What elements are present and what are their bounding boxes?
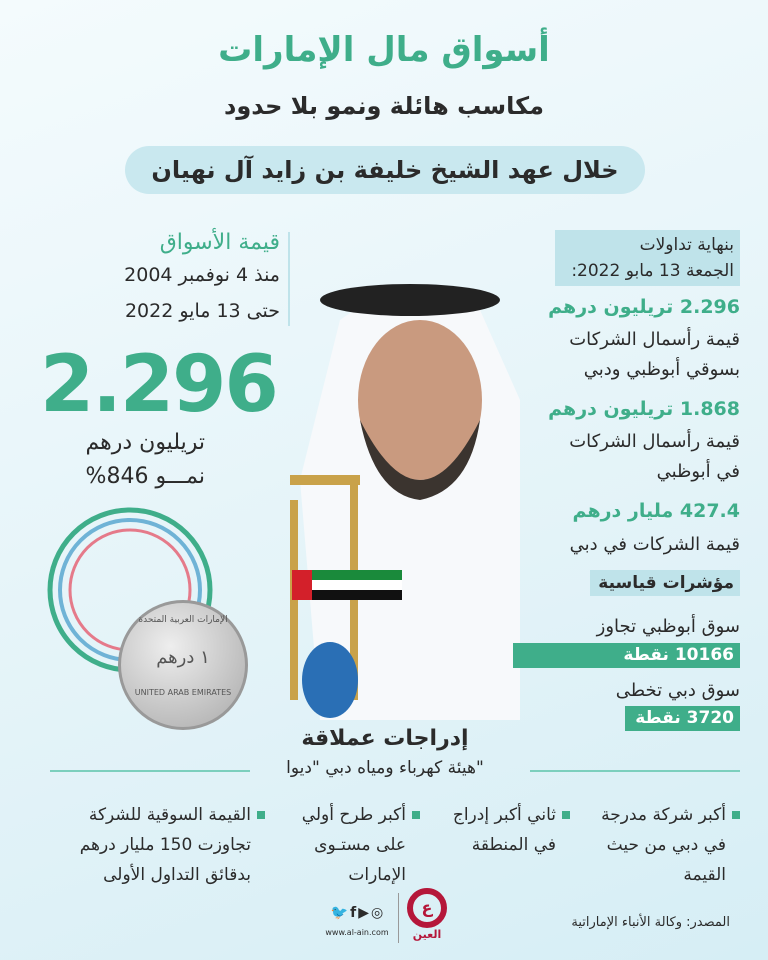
bullet-line: القيمة bbox=[683, 865, 726, 885]
ipo-bullet bbox=[575, 800, 740, 890]
bullet-line: بدقائق التداول الأولى bbox=[103, 865, 251, 885]
dubai-label: سوق دبي تخطى bbox=[615, 680, 740, 701]
facebook-icon[interactable]: f bbox=[350, 905, 359, 921]
coin-denomination: ١ درهم bbox=[156, 647, 210, 668]
al-ain-logo[interactable]: ع العين bbox=[405, 888, 449, 948]
bullet-icon bbox=[412, 811, 420, 819]
ipo-bullet bbox=[30, 800, 265, 890]
abudhabi-label: سوق أبوظبي تجاوز bbox=[596, 616, 740, 637]
ipo-bullet bbox=[420, 800, 570, 860]
markets-until: حتى 13 مايو 2022 bbox=[124, 300, 280, 322]
trading-desc: بسوقي أبوظبي ودبي bbox=[583, 359, 740, 380]
ipo-company: هيئة كهرباء ومياه دبي "ديوا" bbox=[286, 758, 484, 778]
divider bbox=[50, 770, 250, 772]
website-link[interactable]: www.al-ain.com bbox=[325, 928, 389, 937]
logo-text: العين bbox=[412, 928, 442, 941]
bullet-icon bbox=[257, 811, 265, 819]
ipo-bullet bbox=[270, 800, 420, 890]
bullet-line: أكبر شركة مدرجة bbox=[601, 805, 726, 825]
trading-desc: قيمة رأسمال الشركات bbox=[569, 329, 740, 350]
trading-desc: قيمة الشركات في دبي bbox=[569, 534, 740, 555]
bullet-line: في دبي من حيث bbox=[606, 835, 726, 855]
era-banner: خلال عهد الشيخ خليفة بن زايد آل نهيان bbox=[125, 146, 645, 194]
bullet-line: على مستـوى bbox=[314, 835, 406, 855]
markets-growth: نمـــو 846% bbox=[85, 464, 205, 489]
trading-label bbox=[555, 230, 740, 286]
markets-title: قيمة الأسواق bbox=[159, 230, 280, 255]
divider bbox=[530, 770, 740, 772]
page-subtitle: مكاسب هائلة ونمو بلا حدود bbox=[224, 92, 544, 120]
trading-value: 1.868 تريليون درهم bbox=[548, 398, 740, 420]
source-credit: المصدر: وكالة الأنباء الإماراتية bbox=[571, 915, 730, 930]
bullet-icon bbox=[562, 811, 570, 819]
portrait-illustration bbox=[280, 280, 520, 720]
instagram-icon[interactable]: ◎ bbox=[371, 905, 386, 921]
divider bbox=[398, 893, 399, 943]
markets-value: 2.296 bbox=[40, 340, 277, 430]
markets-unit: تريليون درهم bbox=[85, 430, 205, 455]
bullet-line: ثاني أكبر إدراج bbox=[452, 805, 556, 825]
coin-latin: UNITED ARAB EMIRATES bbox=[134, 688, 232, 697]
indices-title: مؤشرات قياسية bbox=[590, 570, 740, 596]
bullet-line: أكبر طرح أولي bbox=[301, 805, 406, 825]
twitter-icon[interactable]: 🐦 bbox=[330, 905, 351, 921]
bullet-line: في المنطقة bbox=[471, 835, 556, 855]
dubai-value: 3720 نقطة bbox=[625, 706, 740, 731]
trading-desc: قيمة رأسمال الشركات bbox=[569, 431, 740, 452]
page-title: أسواق مال الإمارات bbox=[218, 30, 550, 70]
dirham-coin bbox=[118, 600, 248, 730]
trading-value: 427.4 مليار درهم bbox=[572, 500, 740, 522]
abudhabi-value: 10166 نقطة bbox=[513, 643, 740, 668]
bullet-line: الإمارات bbox=[348, 865, 406, 885]
trading-label-line1: بنهاية تداولات bbox=[639, 235, 734, 255]
trading-value: 2.296 تريليون درهم bbox=[548, 296, 740, 318]
trading-label-line2: الجمعة 13 مابو 2022: bbox=[571, 261, 734, 281]
social-links bbox=[322, 905, 394, 921]
bullet-line: القيمة السوقية للشركة bbox=[88, 805, 251, 825]
ipo-title: إدراجات عملاقة bbox=[301, 726, 469, 751]
youtube-icon[interactable]: ▶ bbox=[358, 905, 372, 921]
trading-desc: في أبوظبي bbox=[656, 461, 740, 482]
bullet-icon bbox=[732, 811, 740, 819]
coin-text: الإمارات العربية المتحدة bbox=[138, 615, 228, 625]
markets-since: منذ 4 نوفمبر 2004 bbox=[124, 264, 280, 286]
bullet-line: تجاوزت 150 مليار درهم bbox=[79, 835, 251, 855]
